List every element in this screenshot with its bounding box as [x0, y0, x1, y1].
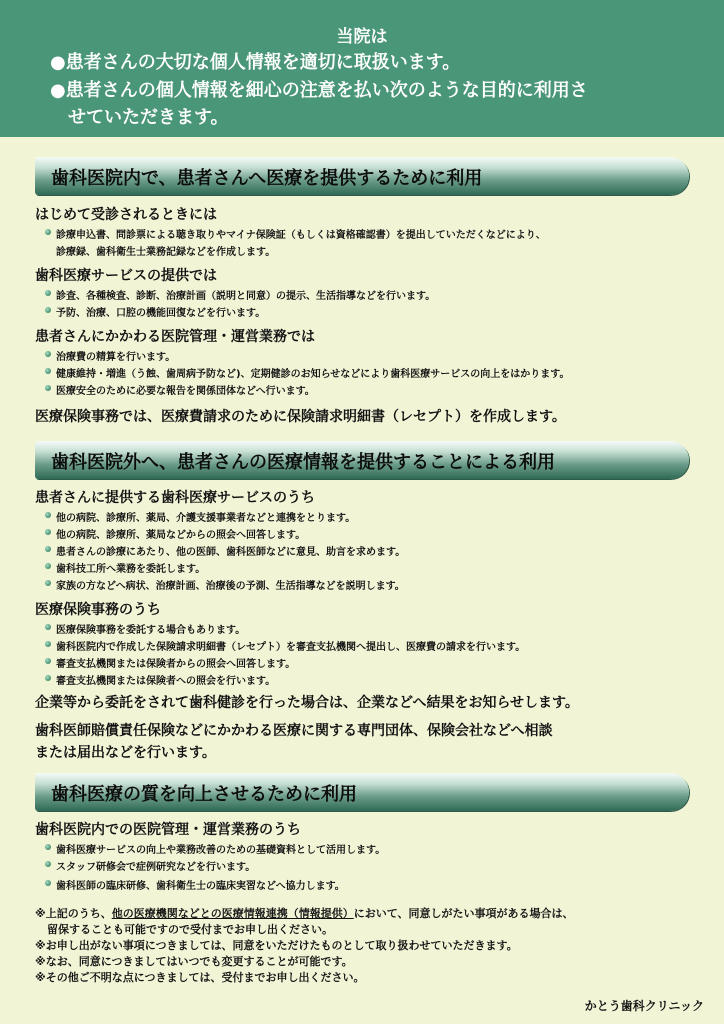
bullet-icon	[45, 641, 51, 647]
header-banner	[0, 0, 724, 137]
list-item: 歯科医院内で作成した保険請求明細書（レセプト）を審査支払機関へ提出し、医療費の請求を行います。	[56, 638, 525, 653]
list-item: 診査、各種検査、診断、治療計画（説明と同意）の提示、生活指導などを行います。	[56, 287, 435, 302]
header-line-1: ●患者さんの大切な個人情報を適切に取扱います。	[50, 52, 461, 73]
list-item-continuation: 診療録、歯科衛生士業務記録などを作成します。	[56, 247, 276, 258]
list-item: 患者さんの診療にあたり、他の医師、歯科医師などに意見、助言を求めます。	[56, 543, 405, 558]
list-item: 審査支払機関または保険者からの照会へ回答します。	[56, 655, 295, 670]
bullet-icon	[45, 512, 51, 518]
note-3: ※なお、同意につきましてはいつでも変更することが可能です。	[35, 955, 353, 968]
bullet-icon	[45, 290, 51, 296]
list-item: 歯科医師の臨床研修、歯科衛生士の臨床実習などへ協力します。	[56, 877, 345, 892]
list-item: 治療費の精算を行います。	[56, 348, 175, 363]
list-item: 他の病院、診療所、薬局、介護支援事業者などと連携をとります。	[56, 509, 355, 524]
section-2-banner	[35, 441, 689, 479]
list-item: 歯科医療サービスの向上や業務改善のための基礎資料として活用します。	[56, 841, 385, 856]
bullet-icon	[45, 546, 51, 552]
note-1-underlined: 他の医療機関などとの医療情報連携（情報提供）	[111, 907, 354, 920]
s2-statement-2-cont: または届出などを行います。	[35, 745, 216, 761]
note-2: ※お申し出がない事項につきましては、同意をいただけたものとして取り扱わせていただきます。	[35, 939, 518, 952]
s1-statement: 医療保険事務では、医療費請求のために保険請求明細書（レセプト）を作成します。	[35, 409, 566, 425]
header-line-2: ●患者さんの個人情報を細心の注意を払い次のような目的に利用さ	[50, 80, 588, 101]
bullet-icon	[45, 529, 51, 535]
bullet-icon	[45, 675, 51, 681]
section-3-banner	[35, 773, 689, 811]
section-2-title: 歯科医院外へ、患者さんの医療情報を提供することによる利用	[51, 452, 555, 473]
s2-statement-1: 企業等から委託をされて歯科健診を行った場合は、企業などへ結果をお知らせします。	[35, 695, 579, 711]
list-item: スタッフ研修会で症例研究などを行います。	[56, 858, 255, 873]
list-item: 診療申込書、問診票による聴き取りやマイナ保険証（もしくは資格確認書）を提出していただくなどにより、	[56, 226, 546, 241]
bullet-icon	[45, 844, 51, 850]
s2-g1-heading: 患者さんに提供する歯科医療サービスのうち	[35, 490, 315, 506]
list-item: 医療保険事務を委託する場合もあります。	[56, 621, 245, 636]
s2-statement-2: 歯科医師賠償責任保険などにかかわる医療に関する専門団体、保険会社などへ相談	[35, 723, 553, 739]
note-1: ※上記のうち、他の医療機関などとの医療情報連携（情報提供）において、同意しがたい事項がある場合は、	[35, 907, 574, 920]
bullet-icon	[45, 624, 51, 630]
note-1-cont: 留保することも可能ですので受付までお申し出ください。	[47, 923, 333, 936]
section-1-title: 歯科医院内で、患者さんへ医療を提供するために利用	[51, 168, 483, 189]
bullet-icon	[45, 563, 51, 569]
bullet-icon	[45, 861, 51, 867]
s2-g2-heading: 医療保険事務のうち	[35, 602, 161, 618]
bullet-icon	[45, 229, 51, 235]
list-item: 歯科技工所へ業務を委託します。	[56, 560, 205, 575]
list-item: 家族の方などへ病状、治療計画、治療後の予測、生活指導などを説明します。	[56, 577, 405, 592]
note-4: ※その他ご不明な点につきましては、受付までお申し出ください。	[35, 971, 365, 984]
section-3-title: 歯科医療の質を向上させるために利用	[51, 784, 357, 805]
bullet-icon	[45, 307, 51, 313]
s3-g1-heading: 歯科医院内での医院管理・運営業務のうち	[35, 822, 301, 838]
header-line-3: せていただきます。	[68, 107, 229, 128]
s1-g2-heading: 歯科医療サービスの提供では	[35, 268, 217, 284]
list-item: 医療安全のために必要な報告を関係団体などへ行います。	[56, 382, 315, 397]
list-item: 審査支払機関または保険者への照会を行います。	[56, 672, 275, 687]
bullet-icon	[45, 368, 51, 374]
bullet-icon	[45, 385, 51, 391]
s1-g1-heading: はじめて受診されるときには	[35, 207, 217, 223]
list-item: 他の病院、診療所、薬局などからの照会へ回答します。	[56, 526, 305, 541]
bullet-icon	[45, 351, 51, 357]
header-title: 当院は	[336, 27, 388, 47]
s1-g3-heading: 患者さんにかかわる医院管理・運営業務では	[35, 329, 315, 345]
section-1-banner	[35, 157, 689, 195]
clinic-name: かとう歯科クリニック	[584, 999, 704, 1013]
list-item: 予防、治療、口腔の機能回復などを行います。	[56, 304, 265, 319]
bullet-icon	[45, 880, 51, 886]
bullet-icon	[45, 580, 51, 586]
list-item: 健康維持・増進（う蝕、歯周病予防など)、定期健診のお知らせなどにより歯科医療サービスの向上をはかります。	[56, 365, 569, 380]
bullet-icon	[45, 658, 51, 664]
